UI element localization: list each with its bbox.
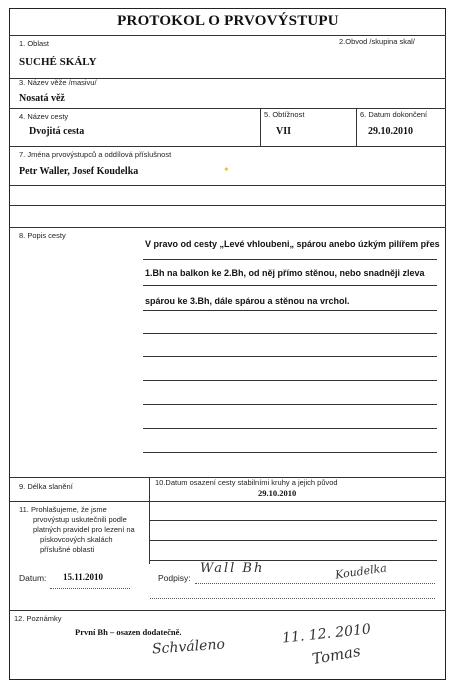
popis-line-1: V pravo od cesty „Levé vhloubeni„ spárou anebo úzkým pilířem přes [145,239,440,249]
label-datum: Datum: [19,573,47,583]
value-vez: Nosatá věž [19,93,65,104]
rule-jmena-1 [9,185,446,186]
value-poznamky: První Bh – osazen dodatečně. [75,627,182,637]
prohlaseni-line-3: platných pravidel pro lezení na [33,525,135,534]
rule-jmena-2 [9,205,446,206]
popis-line-2: 1.Bh na balkon ke 2.Bh, od něj přímo stěnou, nebo snadněji zleva [145,268,425,278]
popis-rule-8 [143,428,437,429]
popis-rule-6 [143,380,437,381]
signature-waller: Wall Bh [200,561,265,576]
value-datum: 15.11.2010 [63,572,104,582]
handwritten-date: 11. 12. 2010 [281,621,372,647]
popis-rule-5 [143,356,437,357]
popis-rule-3 [143,310,437,311]
label-cesta: 4. Název cesty [19,112,69,121]
col-sep-prohlaseni [149,501,150,564]
label-vez: 3. Název věže /masivu/ [19,78,97,87]
popis-rule-2 [143,285,437,286]
label-podpisy: Podpisy: [158,573,191,583]
popis-rule-9 [143,452,437,453]
podpisy-dotted-line-1 [195,583,435,584]
prohlaseni-line-2: prvovýstup uskutečnili podle [33,515,127,524]
col-sep-obtiznost [260,108,261,146]
signature-koudelka: Koudelka [334,561,388,582]
rule-vez [9,108,446,109]
label-obtiznost: 5. Obtížnost [264,110,305,119]
value-cesta: Dvojitá cesta [29,126,85,137]
rule-podpisy [9,610,446,611]
value-obtiznost: VII [276,126,292,137]
col-sep-slaneni [149,477,150,501]
prohlaseni-rule-3 [149,560,437,561]
popis-rule-7 [143,404,437,405]
podpisy-dotted-line-2 [150,598,435,599]
label-popis: 8. Popis cesty [19,231,66,240]
label-prvovystupci: 7. Jména prvovýstupců a oddílová příslušnost [19,150,172,159]
stamp-schvaleno: Schváleno [151,636,226,658]
prohlaseni-line-1: 11. Prohlašujeme, že jsme [19,505,107,514]
popis-line-3: spárou ke 3.Bh, dále spárou a stěnou na vrchol. [145,296,350,306]
value-datum-dokonceni: 29.10.2010 [368,126,413,137]
value-oblast: SUCHÉ SKÁLY [19,56,97,68]
yellow-mark: ✦ [223,165,230,174]
rule-slaneni [9,501,446,502]
prohlaseni-line-4: pískovcových skalách [40,535,113,544]
popis-rule-4 [143,333,437,334]
signature-approver: Tomas [310,641,362,669]
popis-rule-1 [143,259,437,260]
datum-dotted-line [50,588,130,589]
prohlaseni-line-5: příslušné oblasti [40,545,95,554]
label-obvod: 2.Obvod /skupina skal/ [339,37,415,46]
prohlaseni-rule-2 [149,540,437,541]
prohlaseni-rule-1 [149,520,437,521]
rule-cesta [9,146,446,147]
label-datum-dokonceni: 6. Datum dokončení [360,110,428,119]
label-poznamky: 12. Poznámky [14,614,62,623]
label-delka-slaneni: 9. Délka slanění [19,482,73,491]
label-oblast: 1. Oblast [19,39,50,48]
col-sep-datum [356,108,357,146]
value-osazeni: 29.10.2010 [258,488,297,498]
rule-title [9,35,446,36]
label-osazeni: 10.Datum osazení cesty stabilními kruhy a jejich původ [155,478,338,487]
rule-jmena-3 [9,227,446,228]
form-title: PROTOKOL O PRVOVÝSTUPU [117,13,339,29]
value-prvovystupci: Petr Waller, Josef Koudelka [19,166,139,177]
